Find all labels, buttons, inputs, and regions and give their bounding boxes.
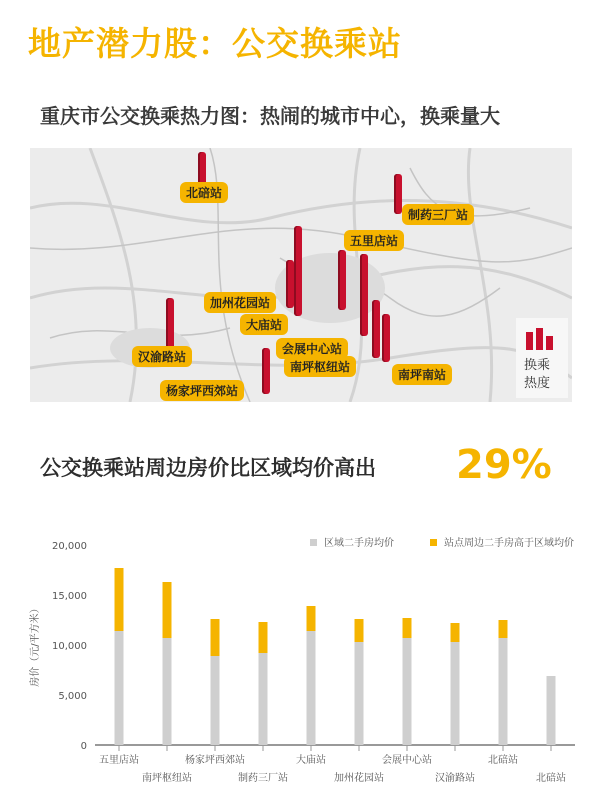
bar-segment [355,642,364,745]
heat-legend [516,318,568,398]
bar-segment [547,676,556,745]
legend-swatch [430,539,437,546]
y-tick-label: 20,000 [52,541,87,552]
station-label: 制药三厂站 [402,204,474,225]
pin-yangjiaping [262,348,270,394]
bar-segment [163,638,172,745]
pin-wulidian [338,250,346,310]
x-tick-label: 加州花园站 [334,773,384,784]
legend-label: 站点周边二手房高于区域均价 [444,538,574,549]
bar-segment [163,582,172,638]
bar-segment [115,631,124,745]
bar-segment [499,620,508,638]
stacked-bar-chart [0,520,600,800]
pin-zhiyao [394,174,402,214]
bar-segment [115,568,124,631]
station-label: 南坪枢纽站 [284,356,356,377]
station-label: 北碚站 [180,182,228,203]
y-tick-label: 10,000 [52,641,87,652]
pin-nanping-s [382,314,390,362]
y-tick-label: 5,000 [58,691,87,702]
x-tick-label: 北碚站 [488,755,518,766]
pin-hanyu [166,298,174,350]
y-tick-label: 15,000 [52,591,87,602]
heat-legend-icon [526,328,556,350]
x-tick-label: 北碚站 [536,773,566,784]
pin-nanping [372,300,380,358]
station-label: 会展中心站 [276,338,348,359]
x-tick-label: 大庙站 [296,755,326,766]
bar-segment [403,638,412,745]
bar-segment [307,631,316,745]
map-heading: 重庆市公交换乘热力图：热闹的城市中心，换乘量大 [40,104,500,128]
bar-segment [211,619,220,656]
station-label: 加州花园站 [204,292,276,313]
pin-damiao [294,226,302,316]
station-label: 杨家坪西郊站 [160,380,244,401]
bar-segment [403,618,412,638]
bar-segment [259,653,268,745]
y-axis-label: 房价（元/平方米） [30,603,41,687]
pin-jiazhou [286,260,294,308]
x-tick-label: 制药三厂站 [238,773,288,784]
bar-segment [451,623,460,642]
x-tick-label: 五里店站 [99,755,139,766]
pin-huizhan [360,254,368,336]
station-label: 大庙站 [240,314,288,335]
station-label: 汉渝路站 [132,346,192,367]
station-label: 五里店站 [344,230,404,251]
x-tick-label: 汉渝路站 [435,773,475,784]
heat-legend-label: 换乘 [524,358,551,373]
legend-swatch [310,539,317,546]
y-tick-label: 0 [80,741,87,752]
bar-segment [307,606,316,631]
highlight-percent: 29% [456,442,552,488]
heat-legend-label: 热度 [524,376,551,391]
station-label: 南坪南站 [392,364,452,385]
bar-segment [211,656,220,745]
bar-segment [451,642,460,745]
bar-segment [355,619,364,642]
heat-map [30,148,572,402]
bar-segment [259,622,268,653]
x-tick-label: 杨家坪西郊站 [185,755,245,766]
x-tick-label: 会展中心站 [382,755,432,766]
chart-heading: 公交换乘站周边房价比区域均价高出 [40,456,376,480]
x-tick-label: 南坪枢纽站 [142,773,192,784]
legend-label: 区域二手房均价 [324,538,394,549]
bar-segment [499,638,508,745]
page-title: 地产潜力股：公交换乘站 [28,24,402,63]
